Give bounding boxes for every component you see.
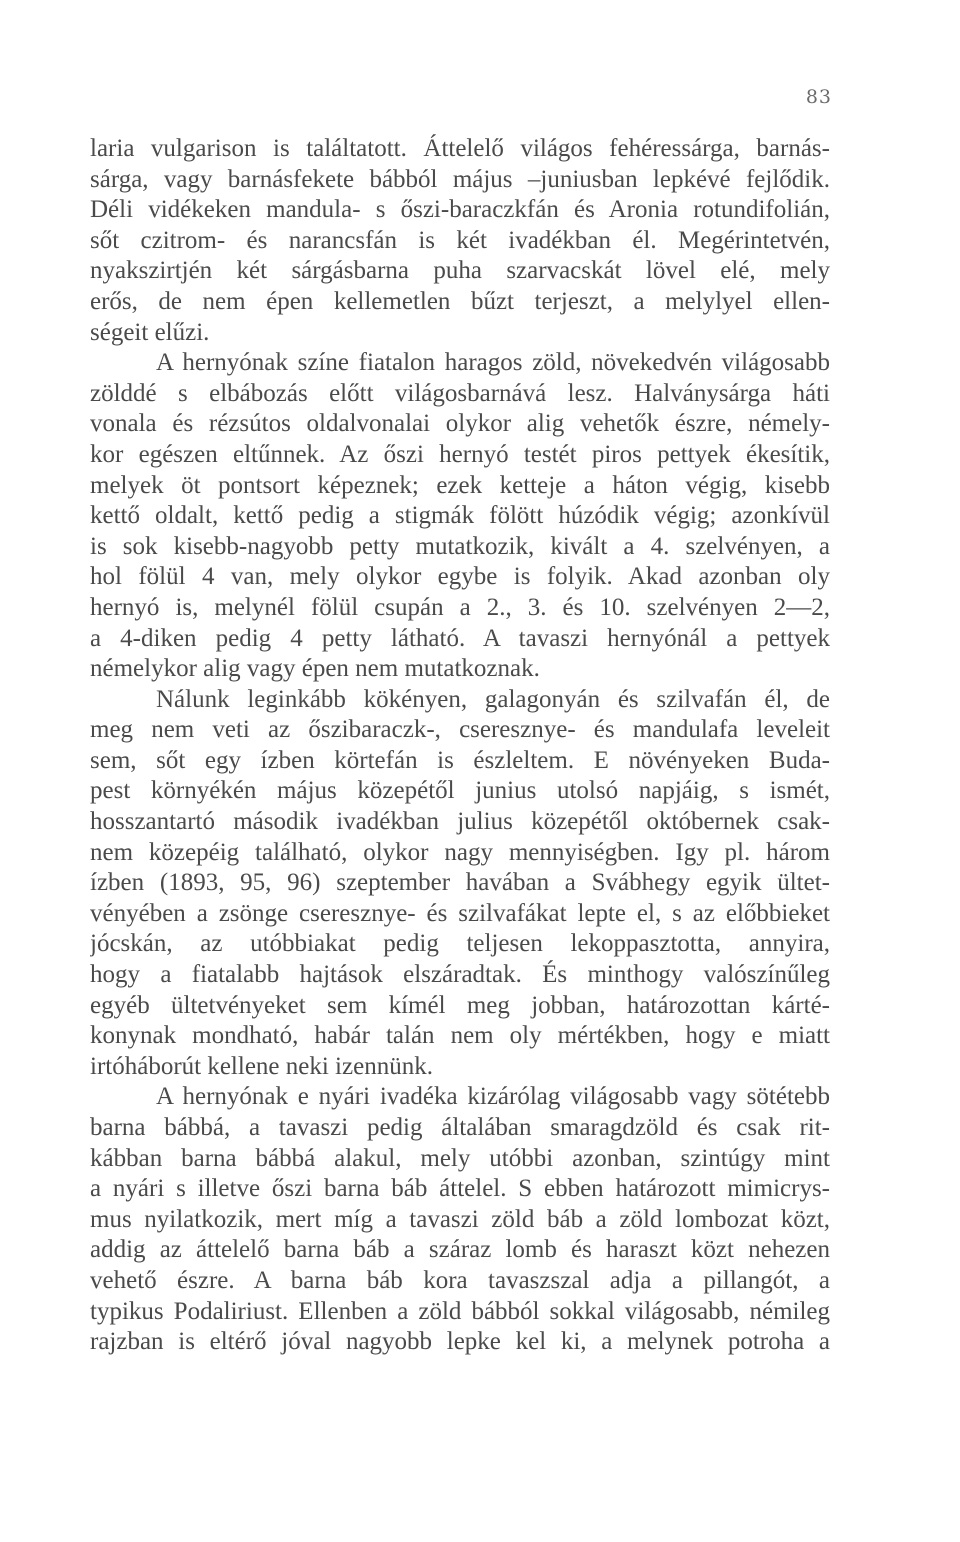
- text-line: irtóháborút kellene neki izennünk.: [90, 1052, 433, 1080]
- text-line: konynak mondható, habár talán nem oly mértékben, hogy e miatt: [90, 1022, 830, 1050]
- text-line: kor egészen eltűnnek. Az őszi hernyó testét piros pettyek ékesítik,: [90, 440, 830, 468]
- text-line: typikus Podaliriust. Ellenben a zöld bábból sokkal világosabb, némileg: [90, 1297, 830, 1325]
- text-line: rajzban is eltérő jóval nagyobb lepke kel ki, a melynek potroha a: [90, 1328, 830, 1356]
- text-line: barna bábbá, a tavaszi pedig általában smaragdzöld és csak rit-: [90, 1114, 830, 1141]
- text-line: addig az áttelelő barna báb a száraz lomb és haraszt közt nehezen: [90, 1236, 830, 1264]
- text-line: hogy a fiatalabb hajtások elszáradtak. És minthogy valószínűleg: [90, 961, 830, 989]
- text-line: sem, sőt egy ízben körtefán is észleltem. E növényeken Buda-: [90, 746, 830, 774]
- text-line: A hernyónak e nyári ivadéka kizárólag világosabb vagy sötétebb: [156, 1083, 830, 1111]
- text-line: hosszantartó második ivadékban julius közepétől októbernek csak-: [90, 808, 830, 836]
- text-line: mus nyilatkozik, mert míg a tavaszi zöld báb a zöld lombozat közt,: [90, 1205, 830, 1233]
- text-line: egyéb ültetvényeket sem kímél meg jobban, határozottan kárté-: [90, 991, 830, 1019]
- text-line: Nálunk leginkább kökényen, galagonyán és szilvafán él, de: [156, 685, 830, 713]
- text-line: némelykor alig vagy épen nem mutatkoznak.: [90, 655, 540, 683]
- text-line: sárga, vagy barnásfekete bábból május –juniusban lepkévé fejlődik.: [90, 165, 830, 193]
- text-line: hol fölül 4 van, mely olykor egybe is folyik. Akad azonban oly: [90, 563, 830, 591]
- text-line: ízben (1893, 95, 96) szeptember havában a Svábhegy egyik ültet-: [90, 869, 830, 897]
- text-line: laria vulgarison is találtatott. Áttelelő világos fehéressárga, barnás-: [90, 135, 830, 162]
- text-line: hernyó is, melynél fölül csupán a 2., 3. és 10. szelvényen 2—2,: [90, 593, 830, 621]
- page-number: 83: [805, 86, 832, 108]
- text-line: pest környékén május közepétől junius utolsó napjáig, s ismét,: [90, 777, 830, 805]
- text-line: a nyári s illetve őszi barna báb áttelel. S ebben határozott mimicrys-: [90, 1175, 830, 1203]
- text-line: zölddé s elbábozás előtt világosbarnává lesz. Halványsárga háti: [90, 379, 830, 407]
- text-line: Déli vidékeken mandula- s őszi-baraczkfán és Aronia rotundifolián,: [90, 196, 830, 224]
- text-line: nyakszirtjén két sárgásbarna puha szarvacskát lövel elé, mely: [90, 257, 830, 285]
- text-line: melyek öt pontsort képeznek; ezek ketteje a háton végig, kisebb: [90, 471, 830, 499]
- text-line: is sok kisebb-nagyobb petty mutatkozik, kivált a 4. szelvényen, a: [90, 532, 830, 560]
- text-line: ségeit elűzi.: [90, 318, 210, 346]
- text-line: a 4-diken pedig 4 petty látható. A tavaszi hernyónál a pettyek: [90, 624, 830, 652]
- text-line: nem közepéig található, olykor nagy mennyiségben. Igy pl. három: [90, 838, 830, 866]
- text-line: erős, de nem épen kellemetlen bűzt terjeszt, a melylyel ellen-: [90, 287, 830, 315]
- text-line: kábban barna bábbá alakul, mely utóbbi azonban, szintúgy mint: [90, 1144, 830, 1172]
- text-line: meg nem veti az őszibaraczk-, cseresznye- és mandulafa leveleit: [90, 716, 830, 744]
- body-text: [90, 134, 830, 1358]
- text-line: vényében a zsönge cseresznye- és szilvafákat lepte el, s az előbbieket: [90, 899, 830, 927]
- text-line: A hernyónak színe fiatalon haragos zöld, növekedvén világosabb: [156, 349, 830, 377]
- text-line: kettő oldalt, kettő pedig a stigmák fölött húzódik végig; azonkívül: [90, 502, 830, 530]
- text-line: sőt czitrom- és narancsfán is két ivadékban él. Megérintetvén,: [90, 226, 830, 254]
- text-line: vehető észre. A barna báb kora tavaszszal adja a pillangót, a: [90, 1266, 830, 1294]
- text-line: jócskán, az utóbbiakat pedig teljesen lekoppasztotta, annyira,: [90, 930, 830, 958]
- text-line: vonala és rézsútos oldalvonalai olykor alig vehetők észre, némely-: [90, 410, 830, 438]
